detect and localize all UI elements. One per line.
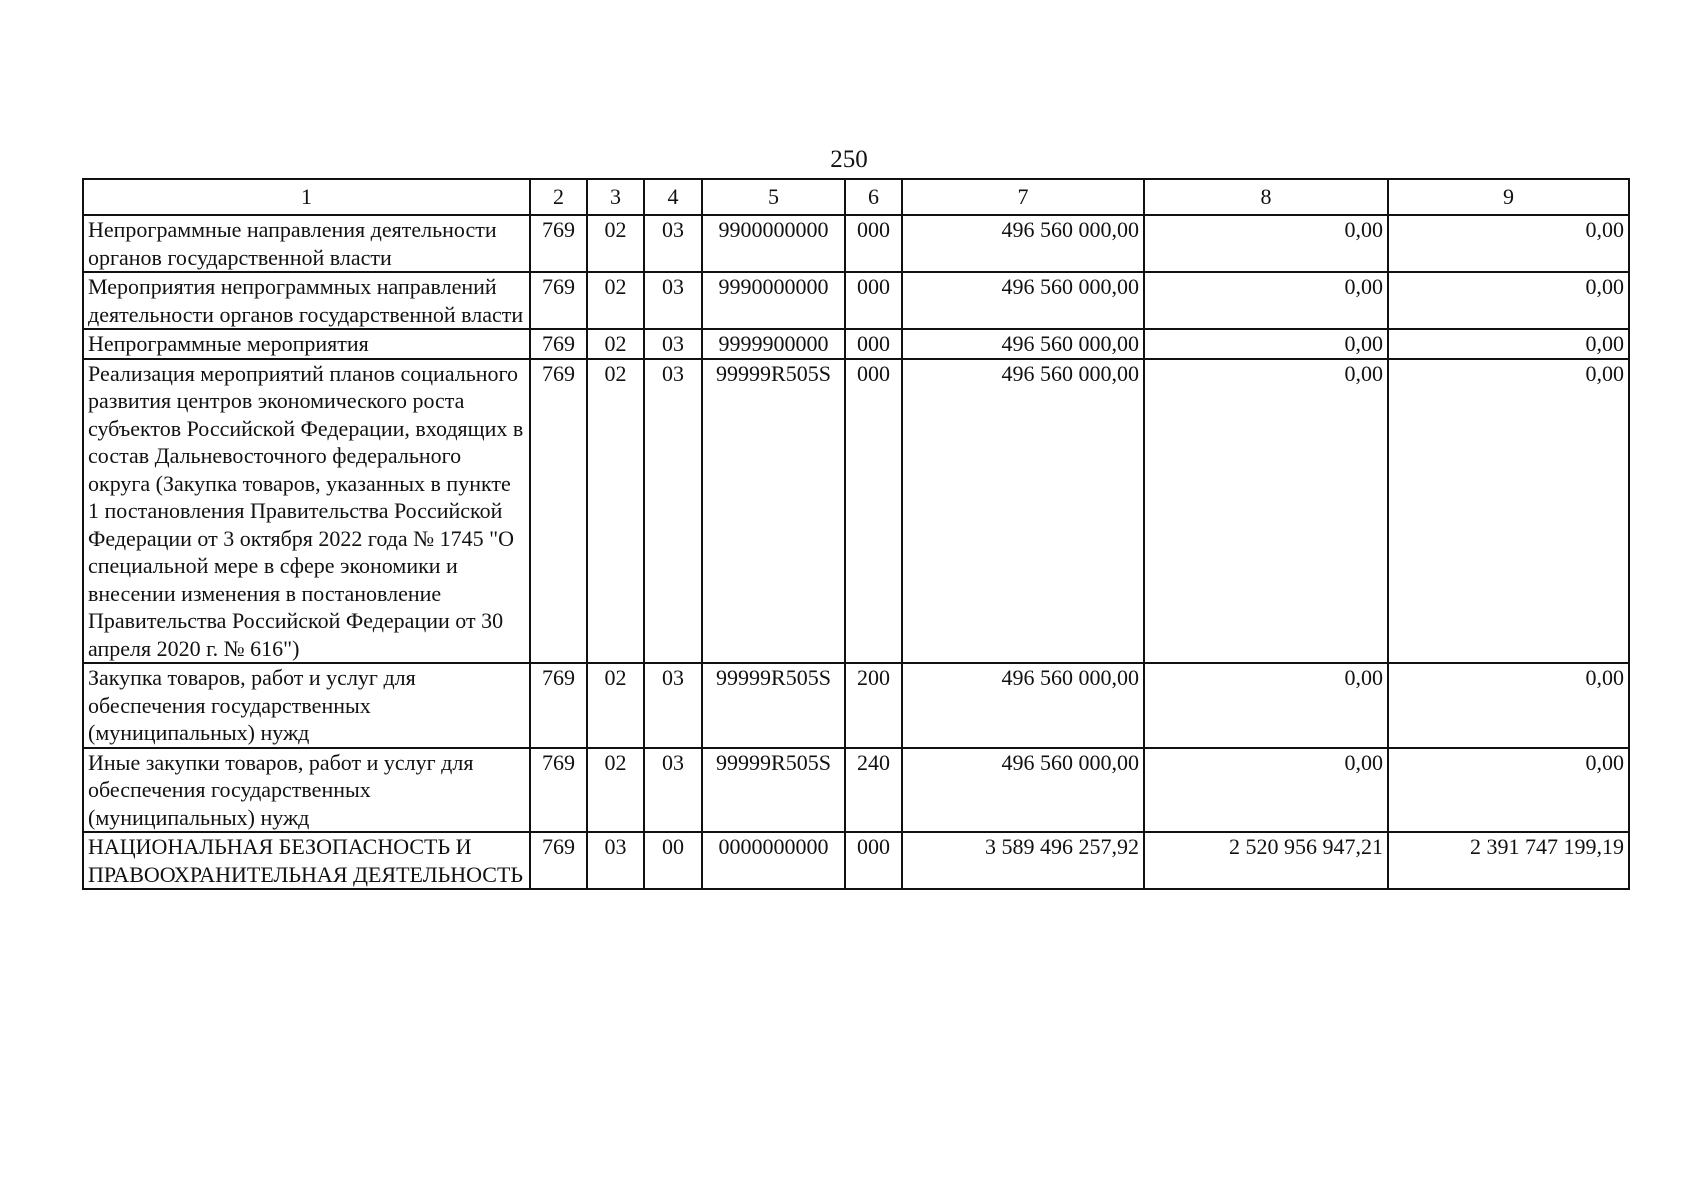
code-cell: 99999R505S (702, 359, 845, 664)
row-description: НАЦИОНАЛЬНАЯ БЕЗОПАСНОСТЬ И ПРАВООХРАНИТЕЛЬНАЯ ДЕЯТЕЛЬНОСТЬ (83, 832, 530, 889)
amount-cell: 0,00 (1388, 329, 1629, 359)
amount-cell: 2 391 747 199,19 (1388, 832, 1629, 889)
amount-cell: 0,00 (1388, 215, 1629, 272)
table-row (83, 329, 1629, 359)
code-cell: 02 (587, 329, 644, 359)
page-number: 250 (830, 146, 868, 173)
header-cell: 7 (902, 179, 1144, 215)
amount-cell: 2 520 956 947,21 (1144, 832, 1388, 889)
header-cell: 6 (845, 179, 902, 215)
code-cell: 02 (587, 215, 644, 272)
code-cell: 000 (845, 359, 902, 664)
code-cell: 99999R505S (702, 663, 845, 748)
amount-cell: 0,00 (1144, 663, 1388, 748)
code-cell: 769 (530, 748, 587, 833)
amount-cell: 0,00 (1388, 359, 1629, 664)
code-cell: 9990000000 (702, 272, 845, 329)
code-cell: 00 (644, 832, 702, 889)
row-description: Иные закупки товаров, работ и услуг для обеспечения государственных (муниципальных) нужд (83, 748, 530, 833)
code-cell: 200 (845, 663, 902, 748)
amount-cell: 496 560 000,00 (902, 215, 1144, 272)
amount-cell: 0,00 (1388, 272, 1629, 329)
code-cell: 769 (530, 272, 587, 329)
header-cell: 2 (530, 179, 587, 215)
code-cell: 03 (644, 329, 702, 359)
table-header-row (83, 179, 1629, 215)
row-description: Закупка товаров, работ и услуг для обеспечения государственных (муниципальных) нужд (83, 663, 530, 748)
code-cell: 769 (530, 215, 587, 272)
amount-cell: 0,00 (1144, 359, 1388, 664)
amount-cell: 0,00 (1144, 215, 1388, 272)
code-cell: 000 (845, 215, 902, 272)
row-description: Непрограммные направления деятельности органов государственной власти (83, 215, 530, 272)
amount-cell: 496 560 000,00 (902, 748, 1144, 833)
code-cell: 02 (587, 748, 644, 833)
code-cell: 769 (530, 359, 587, 664)
header-cell: 1 (83, 179, 530, 215)
code-cell: 03 (644, 215, 702, 272)
header-cell: 5 (702, 179, 845, 215)
header-cell: 3 (587, 179, 644, 215)
amount-cell: 496 560 000,00 (902, 272, 1144, 329)
code-cell: 000 (845, 329, 902, 359)
code-cell: 03 (644, 748, 702, 833)
code-cell: 03 (644, 272, 702, 329)
amount-cell: 0,00 (1388, 748, 1629, 833)
code-cell: 99999R505S (702, 748, 845, 833)
amount-cell: 496 560 000,00 (902, 663, 1144, 748)
amount-cell: 3 589 496 257,92 (902, 832, 1144, 889)
code-cell: 769 (530, 832, 587, 889)
code-cell: 0000000000 (702, 832, 845, 889)
amount-cell: 0,00 (1388, 663, 1629, 748)
code-cell: 02 (587, 359, 644, 664)
table-row (83, 748, 1629, 833)
table-row (83, 832, 1629, 889)
code-cell: 240 (845, 748, 902, 833)
budget-table (82, 178, 1630, 890)
code-cell: 03 (644, 663, 702, 748)
amount-cell: 0,00 (1144, 272, 1388, 329)
amount-cell: 0,00 (1144, 748, 1388, 833)
header-cell: 4 (644, 179, 702, 215)
code-cell: 9999900000 (702, 329, 845, 359)
code-cell: 9900000000 (702, 215, 845, 272)
table-row (83, 663, 1629, 748)
amount-cell: 496 560 000,00 (902, 329, 1144, 359)
header-cell: 8 (1144, 179, 1388, 215)
amount-cell: 496 560 000,00 (902, 359, 1144, 664)
table-row (83, 359, 1629, 664)
table-row (83, 215, 1629, 272)
row-description: Реализация мероприятий планов социального развития центров экономического роста субъектов Российской Федерации, входящих в состав Дальневосточного федерального округа (Закупка товаров, указанных в пункте 1 постановления Правительства Российской Федерации от 3 октября 2022 года № 1745 "О специальной мере в сфере экономики и внесении изменения в постановление Правительства Российской Федерации от 30 апреля 2020 г. № 616") (83, 359, 530, 664)
code-cell: 769 (530, 329, 587, 359)
code-cell: 02 (587, 272, 644, 329)
code-cell: 02 (587, 663, 644, 748)
header-cell: 9 (1388, 179, 1629, 215)
code-cell: 769 (530, 663, 587, 748)
row-description: Мероприятия непрограммных направлений деятельности органов государственной власти (83, 272, 530, 329)
code-cell: 000 (845, 272, 902, 329)
table-row (83, 272, 1629, 329)
code-cell: 000 (845, 832, 902, 889)
amount-cell: 0,00 (1144, 329, 1388, 359)
row-description: Непрограммные мероприятия (83, 329, 530, 359)
code-cell: 03 (644, 359, 702, 664)
code-cell: 03 (587, 832, 644, 889)
